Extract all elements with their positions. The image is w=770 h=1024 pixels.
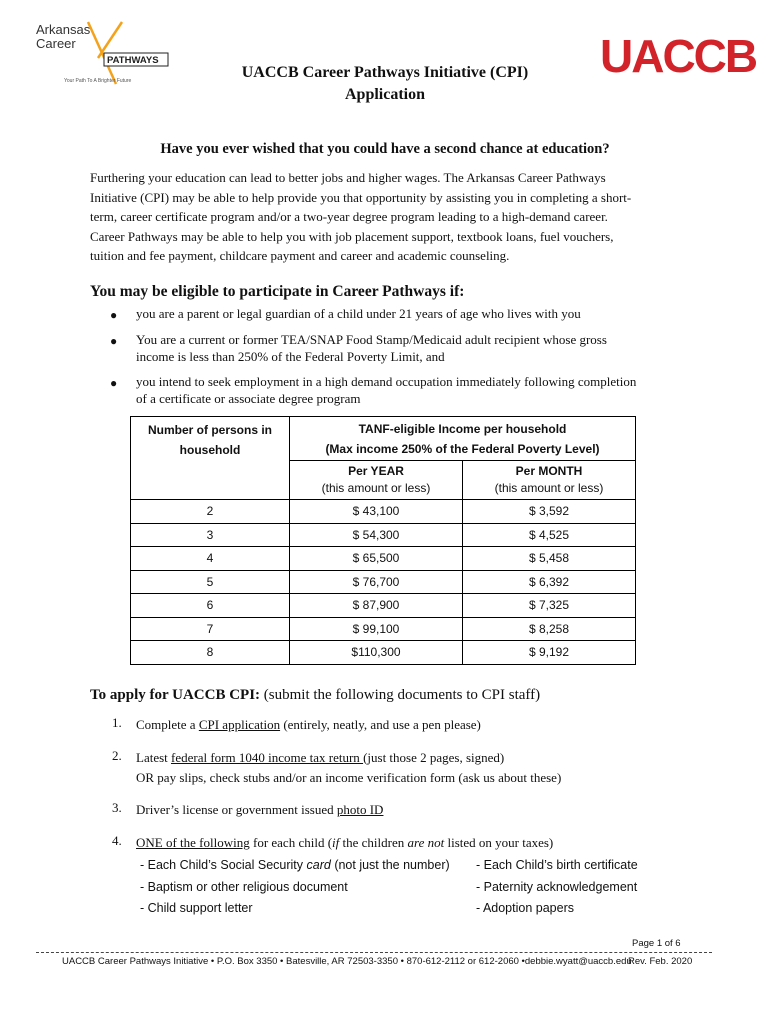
cell-persons: 2 xyxy=(131,500,290,524)
item-text: (just those 2 pages, signed) xyxy=(363,750,505,765)
cell-month: $ 7,325 xyxy=(463,594,636,618)
cell-year: $110,300 xyxy=(290,641,463,665)
cpi-application-link[interactable]: CPI application xyxy=(198,717,281,732)
intro-line: Career Pathways may be able to help you with job placement support, textbook loans, fuel vouchers, xyxy=(90,228,614,244)
col-header-income xyxy=(290,417,636,461)
footer-revision: Rev. Feb. 2020 xyxy=(628,956,693,967)
item-text: Driver’s license or government issued xyxy=(136,802,337,817)
doc-text: card xyxy=(306,858,331,872)
eligibility-bullet-1 xyxy=(136,305,696,322)
item-text: (entirely, neatly, and use a pen please) xyxy=(280,717,481,732)
cell-year: $ 43,100 xyxy=(290,500,463,524)
col-header-text: Number of persons in xyxy=(147,423,272,437)
uaccb-logo-text: UACCB xyxy=(600,30,757,82)
table-row xyxy=(131,594,636,618)
item-text: if xyxy=(332,835,340,850)
apply-item-3 xyxy=(136,800,696,820)
cell-month: $ 4,525 xyxy=(463,523,636,547)
doc-option-ssn xyxy=(140,858,450,872)
doc-option-adoption: - Adoption papers xyxy=(476,901,574,915)
bullet-text: income is less than 250% of the Federal Poverty Limit, and xyxy=(136,349,445,364)
item-text: for each child ( xyxy=(249,835,333,850)
tax-return-link[interactable]: federal form 1040 income tax return xyxy=(171,750,364,765)
page-title-line2: Application xyxy=(344,86,425,103)
page-title-line1: UACCB Career Pathways Initiative (CPI) xyxy=(241,64,529,81)
col-header-year xyxy=(290,461,463,500)
page-number: Page 1 of 6 xyxy=(632,938,681,949)
eligibility-bullet-3 xyxy=(136,373,696,407)
logo-text-career: Career xyxy=(36,36,76,51)
apply-item-1 xyxy=(136,715,696,735)
col-header-text: Per YEAR xyxy=(348,464,404,478)
cell-month: $ 3,592 xyxy=(463,500,636,524)
apply-item-4 xyxy=(136,833,696,853)
cell-year: $ 87,900 xyxy=(290,594,463,618)
eligibility-bullet-2 xyxy=(136,331,696,365)
col-header-text: (this amount or less) xyxy=(321,481,431,495)
logo-tagline: Your Path To A Brighter Future xyxy=(64,78,132,84)
cell-month: $ 8,258 xyxy=(463,617,636,641)
col-header-text: household xyxy=(179,443,241,457)
doc-option-baptism: - Baptism or other religious document xyxy=(140,880,348,894)
income-table xyxy=(130,416,636,665)
footer-divider xyxy=(36,952,712,953)
cell-persons: 5 xyxy=(131,570,290,594)
bullet-icon: ● xyxy=(110,376,118,390)
cell-persons: 4 xyxy=(131,547,290,571)
doc-option-paternity: - Paternity acknowledgement xyxy=(476,880,638,894)
item-number: 4. xyxy=(112,833,122,848)
col-header-text: TANF-eligible Income per household xyxy=(358,421,567,436)
item-text: Complete a xyxy=(136,717,199,732)
cell-persons: 6 xyxy=(131,594,290,618)
footer-address: UACCB Career Pathways Initiative • P.O. Box 3350 • Batesville, AR 72503-3350 • 870-612-2112 or 612-2060 •debbie.wyatt@uaccb.edu xyxy=(62,956,632,967)
intro-line: tuition and fee payment, childcare payment and career and academic counseling. xyxy=(90,248,510,263)
cell-month: $ 9,192 xyxy=(463,641,636,665)
apply-item-2 xyxy=(136,748,696,788)
bullet-text: you intend to seek employment in a high demand occupation immediately following completion xyxy=(136,374,637,389)
photo-id-link[interactable]: photo ID xyxy=(336,802,384,817)
doc-text: (not just the number) xyxy=(330,858,450,872)
logo-text-arkansas: Arkansas xyxy=(36,22,91,37)
cell-year: $ 65,500 xyxy=(290,547,463,571)
item-text: are not xyxy=(407,835,445,850)
col-header-persons xyxy=(131,417,290,500)
item-number: 3. xyxy=(112,800,122,815)
cell-year: $ 99,100 xyxy=(290,617,463,641)
doc-option-birth-cert: - Each Child’s birth certificate xyxy=(476,858,638,872)
doc-option-child-support: - Child support letter xyxy=(140,901,253,915)
table-row xyxy=(131,547,636,571)
table-row xyxy=(131,500,636,524)
cell-month: $ 5,458 xyxy=(463,547,636,571)
eligibility-heading: You may be eligible to participate in Career Pathways if: xyxy=(90,283,465,300)
cell-persons: 7 xyxy=(131,617,290,641)
bullet-text: You are a current or former TEA/SNAP Food Stamp/Medicaid adult recipient whose gross xyxy=(136,332,607,347)
intro-line: Initiative (CPI) may be able to help provide you that opportunity by assisting you in completing a short- xyxy=(90,189,632,205)
item-text: listed on your taxes) xyxy=(444,835,554,850)
col-header-month xyxy=(463,461,636,500)
apply-heading xyxy=(90,687,540,704)
intro-question: Have you ever wished that you could have a second chance at education? xyxy=(160,141,610,157)
cell-persons: 8 xyxy=(131,641,290,665)
bullet-icon: ● xyxy=(110,308,118,322)
bullet-icon: ● xyxy=(110,334,118,348)
item-number: 2. xyxy=(112,748,122,763)
item-text: Latest xyxy=(136,750,172,765)
cell-persons: 3 xyxy=(131,523,290,547)
item-number: 1. xyxy=(112,715,122,730)
cell-year: $ 54,300 xyxy=(290,523,463,547)
item-text: the children xyxy=(339,835,408,850)
intro-paragraph xyxy=(90,168,690,266)
cell-year: $ 76,700 xyxy=(290,570,463,594)
item-text: OR pay slips, check stubs and/or an income verification form (ask us about these) xyxy=(136,770,562,785)
doc-text: - Each Child’s Social Security xyxy=(140,858,307,872)
table-row xyxy=(131,523,636,547)
col-header-text: Per MONTH xyxy=(515,464,583,478)
bullet-text: you are a parent or legal guardian of a child under 21 years of age who lives with you xyxy=(136,306,581,321)
apply-heading-bold: To apply for UACCB CPI: xyxy=(90,687,261,703)
apply-heading-rest: (submit the following documents to CPI staff) xyxy=(260,687,541,703)
col-header-text: (this amount or less) xyxy=(494,481,604,495)
col-header-text: (Max income 250% of the Federal Poverty Level) xyxy=(325,441,600,456)
one-of-following-link[interactable]: ONE of the following xyxy=(136,835,250,850)
table-row xyxy=(131,570,636,594)
cell-month: $ 6,392 xyxy=(463,570,636,594)
intro-line: term, career certificate program and/or a two-year degree program leading to a high-demand career. xyxy=(90,209,608,224)
table-header-row xyxy=(131,417,636,461)
bullet-text: of a certificate or associate degree program xyxy=(136,391,361,406)
table-row xyxy=(131,617,636,641)
logo-text-pathways: PATHWAYS xyxy=(107,55,159,66)
table-row xyxy=(131,641,636,665)
intro-line: Furthering your education can lead to better jobs and higher wages. The Arkansas Career Pathways xyxy=(90,170,606,185)
